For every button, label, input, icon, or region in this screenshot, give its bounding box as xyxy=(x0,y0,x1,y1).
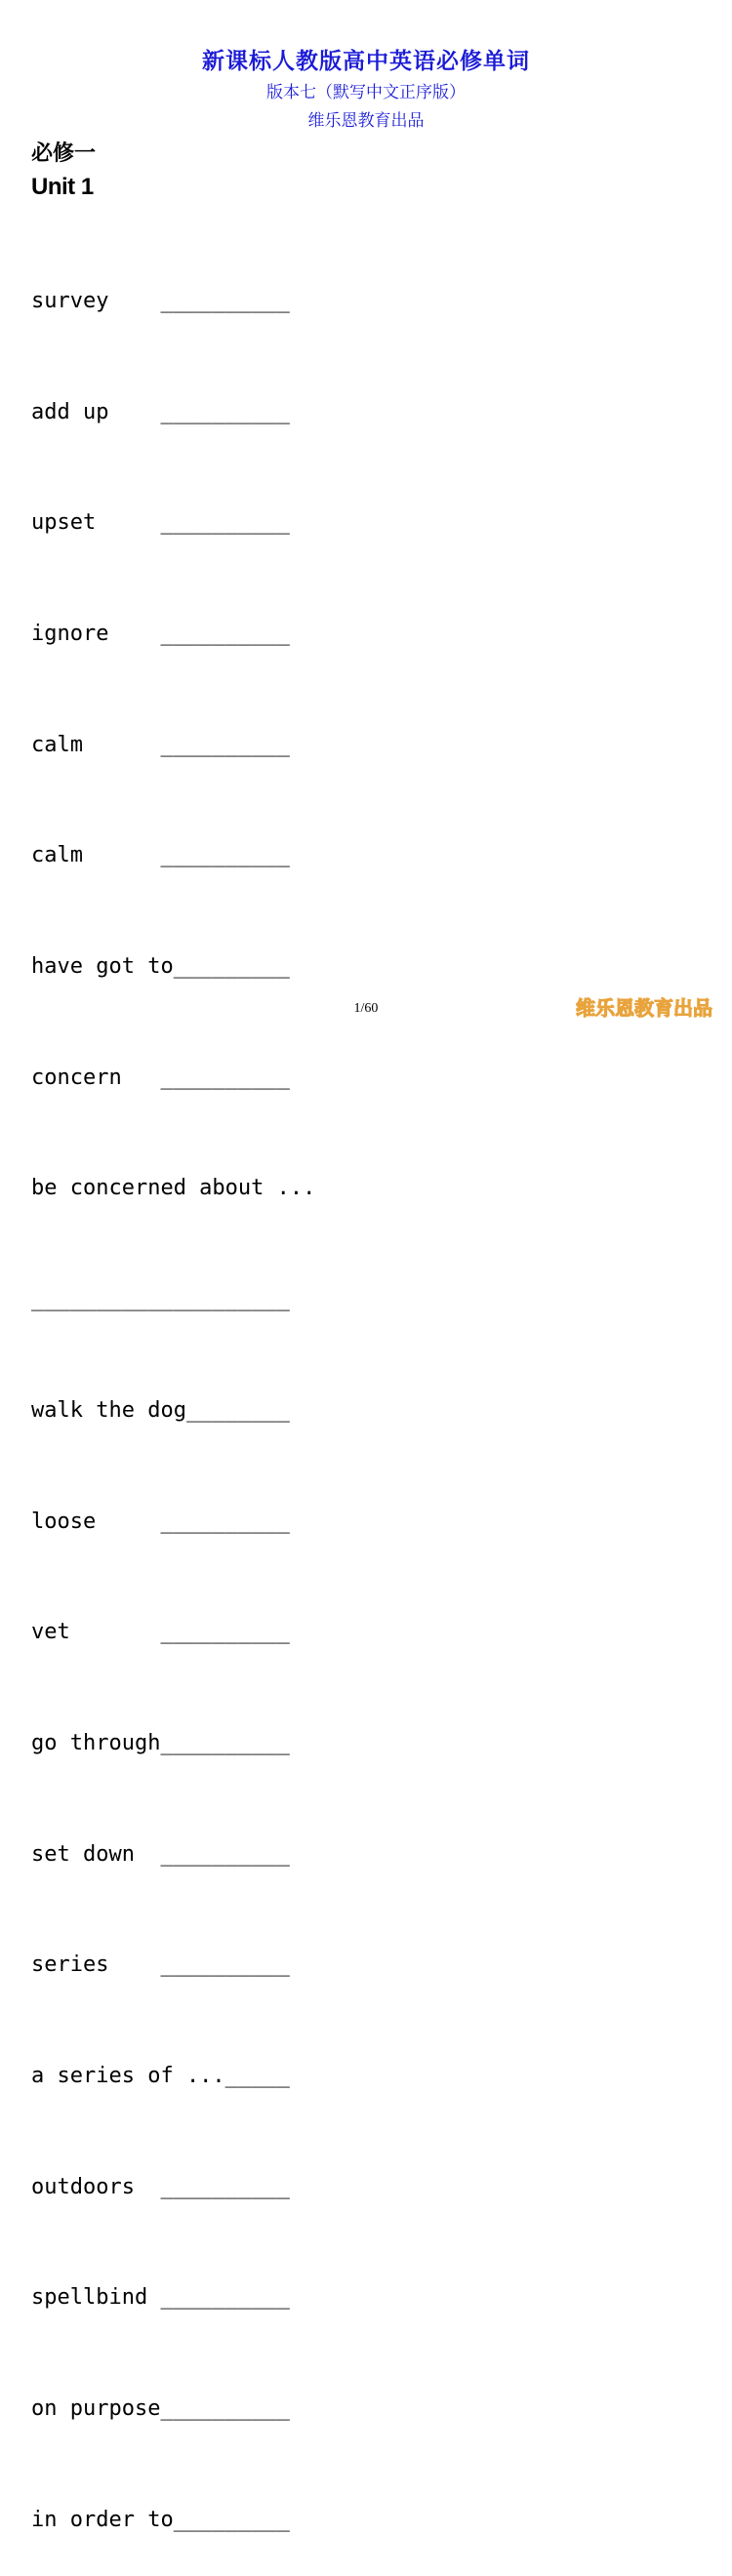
vocab-line: in order to_________ xyxy=(31,2507,290,2532)
vocab-line: loose __________ xyxy=(31,1509,290,1534)
document-subtitle: 版本七（默写中文正序版） xyxy=(266,83,466,102)
document-title: 新课标人教版高中英语必修单词 xyxy=(202,49,530,74)
vocab-line: a series of ..._____ xyxy=(31,2064,290,2089)
vocab-line: calm __________ xyxy=(31,843,290,868)
publisher-line: 维乐恩教育出品 xyxy=(307,111,425,131)
vocab-line: have got to_________ xyxy=(31,954,290,980)
unit-heading: Unit 1 xyxy=(31,174,94,200)
vocab-line: ignore __________ xyxy=(31,621,290,646)
vocab-line: upset __________ xyxy=(31,510,290,536)
vocab-line: series __________ xyxy=(31,1952,290,1978)
vocab-line: be concerned about ... xyxy=(31,1176,316,1201)
vocabulary-list xyxy=(31,209,315,2576)
vocab-line: walk the dog________ xyxy=(31,1397,290,1423)
page-number: 1/60 xyxy=(353,1001,379,1016)
vocab-line: calm __________ xyxy=(31,732,290,757)
section-heading: 必修一 xyxy=(31,141,97,166)
vocab-line: survey __________ xyxy=(31,288,290,313)
vocab-line: spellbind __________ xyxy=(31,2285,290,2311)
vocab-line: ____________________ xyxy=(31,1287,290,1312)
vocab-line: concern __________ xyxy=(31,1065,290,1090)
vocab-line: set down __________ xyxy=(31,1841,290,1867)
vocab-line: vet __________ xyxy=(31,1620,290,1645)
vocab-line: add up __________ xyxy=(31,399,290,424)
vocab-line: outdoors __________ xyxy=(31,2174,290,2199)
vocab-line: on purpose__________ xyxy=(31,2396,290,2422)
watermark-logo: 维乐恩教育出品 xyxy=(576,996,712,1020)
vocab-line: go through__________ xyxy=(31,1730,290,1755)
